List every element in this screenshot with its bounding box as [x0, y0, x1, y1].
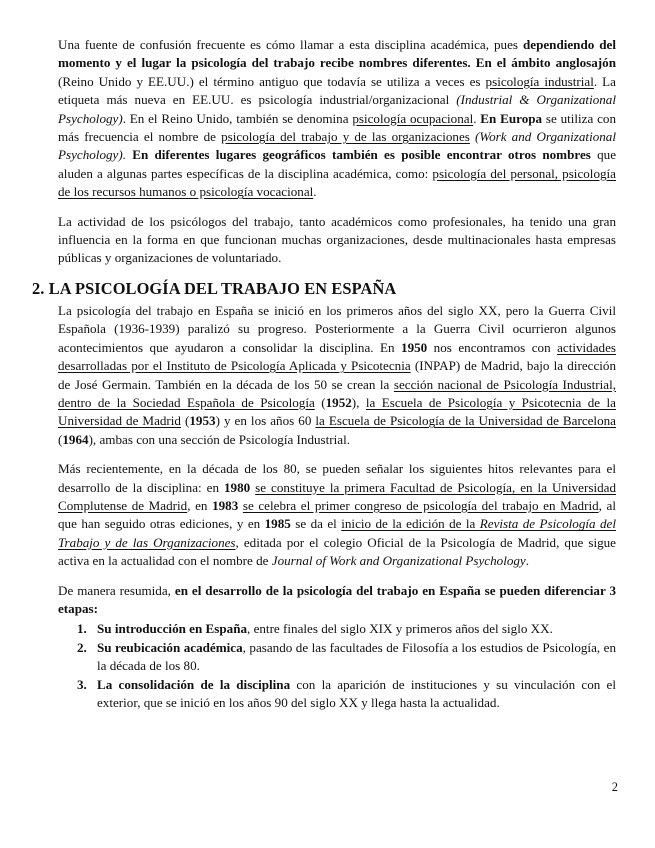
- text: , editada por el colegio Oficial de la Psicología de Madrid, que sigue activa en la actualidad con el nombre de: [58, 534, 616, 569]
- year: 1985: [264, 516, 291, 532]
- text: .: [473, 110, 481, 126]
- stage-title: Su reubicación académica: [97, 639, 243, 655]
- paragraph-influence: La actividad de los psicólogos del trabajo, tanto académicos como profesionales, ha tenido una gran influencia en la forma en que funcionan muchas organizaciones, desde multinacionales hasta empresas públicas y organizaciones de voluntariado.: [58, 213, 616, 266]
- journal-title: Journal of Work and Organizational Psychology: [271, 553, 526, 569]
- text: (INPAP) de Madrid, bajo la dirección de José Germain. También en la década de los 50 se crean la: [58, 358, 616, 392]
- bold-text: dependiendo del momento y el lugar la psicología del trabajo recibe nombres diferentes. En el ámbito anglosajón: [58, 37, 616, 71]
- stage-description: con la aparición de instituciones y su vinculación con el exterior, que se inició en los años 90 del siglo XX y llega hasta la actualidad.: [97, 676, 617, 710]
- paragraph-history: [58, 302, 616, 449]
- text: (Reino Unido y EE.UU.) el término antiguo que todavía se utiliza a veces es: [58, 73, 486, 89]
- underlined-term: psicología ocupacional: [352, 110, 474, 126]
- text: , en: [187, 497, 213, 513]
- underlined-term: psicología del personal, psicología de los recursos humanos o psicología vocacional: [58, 165, 616, 200]
- underlined-term: sección nacional de Psicología Industrial, dentro de la Sociedad Española de Psicología: [58, 376, 617, 410]
- text: que aluden a algunas partes específicas de la disciplina académica, como:: [58, 147, 616, 181]
- underlined-term: inicio de la edición de la: [341, 516, 480, 532]
- list-number: 1.: [77, 621, 87, 637]
- text: nos encontramos con: [427, 339, 558, 355]
- year: 1980: [224, 479, 251, 495]
- journal-title: Revista de Psicología del Trabajo y de las Organizaciones: [58, 516, 616, 550]
- text: (: [180, 413, 190, 429]
- paragraph-summary: [58, 582, 616, 619]
- text: . En el Reino Unido, también se denomina: [122, 110, 353, 126]
- text: Una fuente de confusión frecuente es cómo llamar a esta disciplina académica, pues: [58, 37, 523, 52]
- text: De manera resumida,: [58, 582, 175, 598]
- underlined-term: la Escuela de Psicología y Psicotecnia de la Universidad de Madrid: [58, 394, 616, 429]
- italic-term: (Work and Organizational Psychology).: [58, 129, 616, 163]
- stages-list: [58, 620, 616, 712]
- paragraph-naming-confusion: [58, 36, 616, 202]
- bold-text: En Europa: [480, 110, 543, 126]
- text: se utiliza con más frecuencia el nombre de: [58, 110, 616, 145]
- italic-term: (Industrial & Organizational Psychology): [58, 92, 616, 126]
- text: , al que han seguido otras ediciones, y en: [58, 497, 616, 532]
- text: (: [58, 431, 63, 447]
- underlined-term: actividades desarrolladas por el Instituto de Psicología Aplicada y Psicotecnia: [58, 339, 616, 374]
- text: ) y en los años 60: [215, 413, 316, 429]
- underlined-term: psicología del trabajo y de las organizaciones: [221, 129, 470, 145]
- list-item: [58, 639, 616, 676]
- stage-description: , pasando de las facultades de Filosofía a los estudios de Psicología, en la década de los 80.: [97, 639, 616, 674]
- page-number: 2: [611, 780, 618, 794]
- underlined-term: se constituye la primera Facultad de Psicología, en la Universidad Complutense de Madrid: [58, 479, 616, 513]
- text: .: [313, 184, 317, 200]
- text: La psicología del trabajo en España se inició en los primeros años del siglo XX, pero la Guerra Civil Española (1936-1939) paralizó su progreso. Posteriormente a la Guerra Civil ocurrieron algunos acontecimientos que ayudaron a consolidar la disciplina. En: [58, 302, 616, 355]
- page-content: [32, 36, 617, 712]
- text: ), ambas con una sección de Psicología Industrial.: [88, 431, 351, 447]
- text: Más recientemente, en la década de los 80, se pueden señalar los siguientes hitos relevantes para el desarrollo de la disciplina: en: [58, 461, 616, 495]
- section-heading: 2. LA PSICOLOGÍA DEL TRABAJO EN ESPAÑA: [32, 278, 397, 298]
- text: . La etiqueta más nueva en EE.UU. es psicología industrial/organizacional: [58, 73, 616, 108]
- year: 1983: [212, 497, 239, 513]
- underlined-term: la Escuela de Psicología de la Universidad de Barcelona: [315, 413, 616, 429]
- stage-title: La consolidación de la disciplina: [97, 676, 291, 692]
- text: ),: [351, 394, 366, 410]
- text: .: [525, 553, 530, 569]
- list-number: 3.: [77, 676, 87, 692]
- list-item: [58, 676, 616, 713]
- stage-title: Su introducción en España: [97, 621, 248, 637]
- list-item: [58, 620, 616, 638]
- list-number: 2.: [77, 639, 87, 655]
- text: (: [314, 394, 326, 410]
- year: 1950: [401, 339, 428, 355]
- underlined-term: se celebra el primer congreso de psicología del trabajo en Madrid: [242, 497, 599, 513]
- bold-text: en el desarrollo de la psicología del trabajo en España se pueden diferenciar 3 etapas:: [58, 582, 617, 616]
- bold-text: En diferentes lugares geográficos también es posible encontrar otros nombres: [132, 147, 591, 163]
- text: se da el: [290, 516, 342, 532]
- paragraph-milestones: [58, 460, 616, 570]
- year: 1964: [62, 431, 89, 447]
- underlined-term: psicología industrial: [485, 73, 594, 89]
- year: 1953: [189, 413, 216, 429]
- year: 1952: [325, 394, 352, 410]
- stage-description: , entre finales del siglo XIX y primeros años del siglo XX.: [247, 621, 553, 637]
